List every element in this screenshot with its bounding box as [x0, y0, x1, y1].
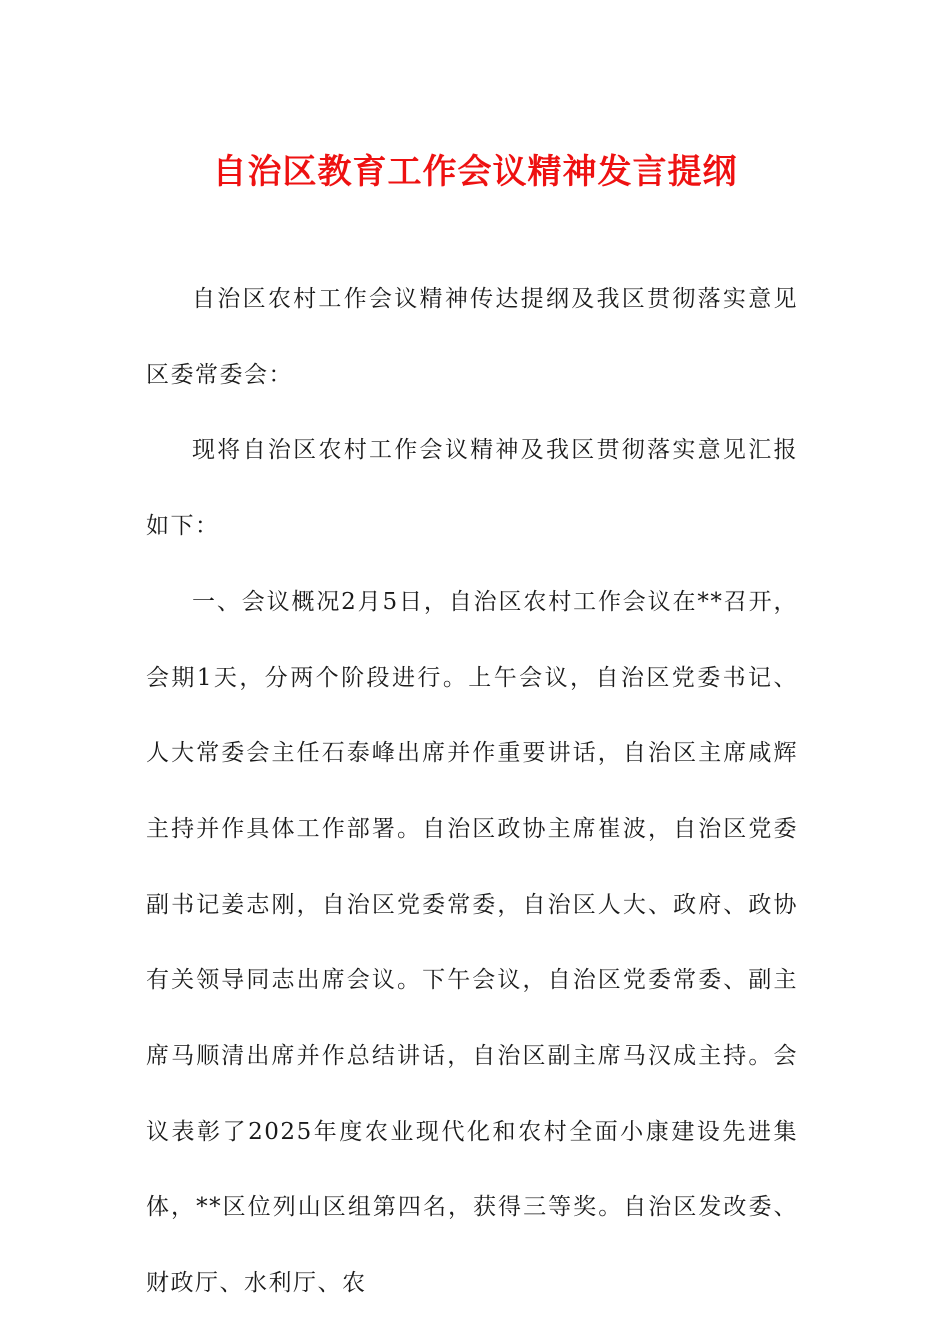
paragraph-salutation: 自治区农村工作会议精神传达提纲及我区贯彻落实意见区委常委会： — [146, 286, 798, 388]
paragraph-intro: 现将自治区农村工作会议精神及我区贯彻落实意见汇报如下： — [146, 437, 798, 540]
paragraph-meeting-overview: 一、会议概况2月5日，自治区农村工作会议在**召开，会期1天，分两个阶段进行。上午会议，自治区党委书记、人大常委会主任石泰峰出席并作重要讲话，自治区主席咸辉主持并作具体工作部署。自治区政协主席崔波，自治区党委副书记姜志刚，自治区党委常委，自治区人大、政府、政协有关领导同志出席会议。下午会议，自治区党委常委、副主席马顺清出席并作总结讲话，自治区副主席马汉成主持。会议表彰了2025年度农业现代化和农村全面小康建设先进集体，**区位列山区组第四名，获得三等奖。自治区发改委、财政厅、水利厅、农 — [146, 588, 798, 1297]
document-title: 自治区教育工作会议精神发言提纲 — [212, 152, 738, 192]
document-body — [146, 262, 798, 1322]
